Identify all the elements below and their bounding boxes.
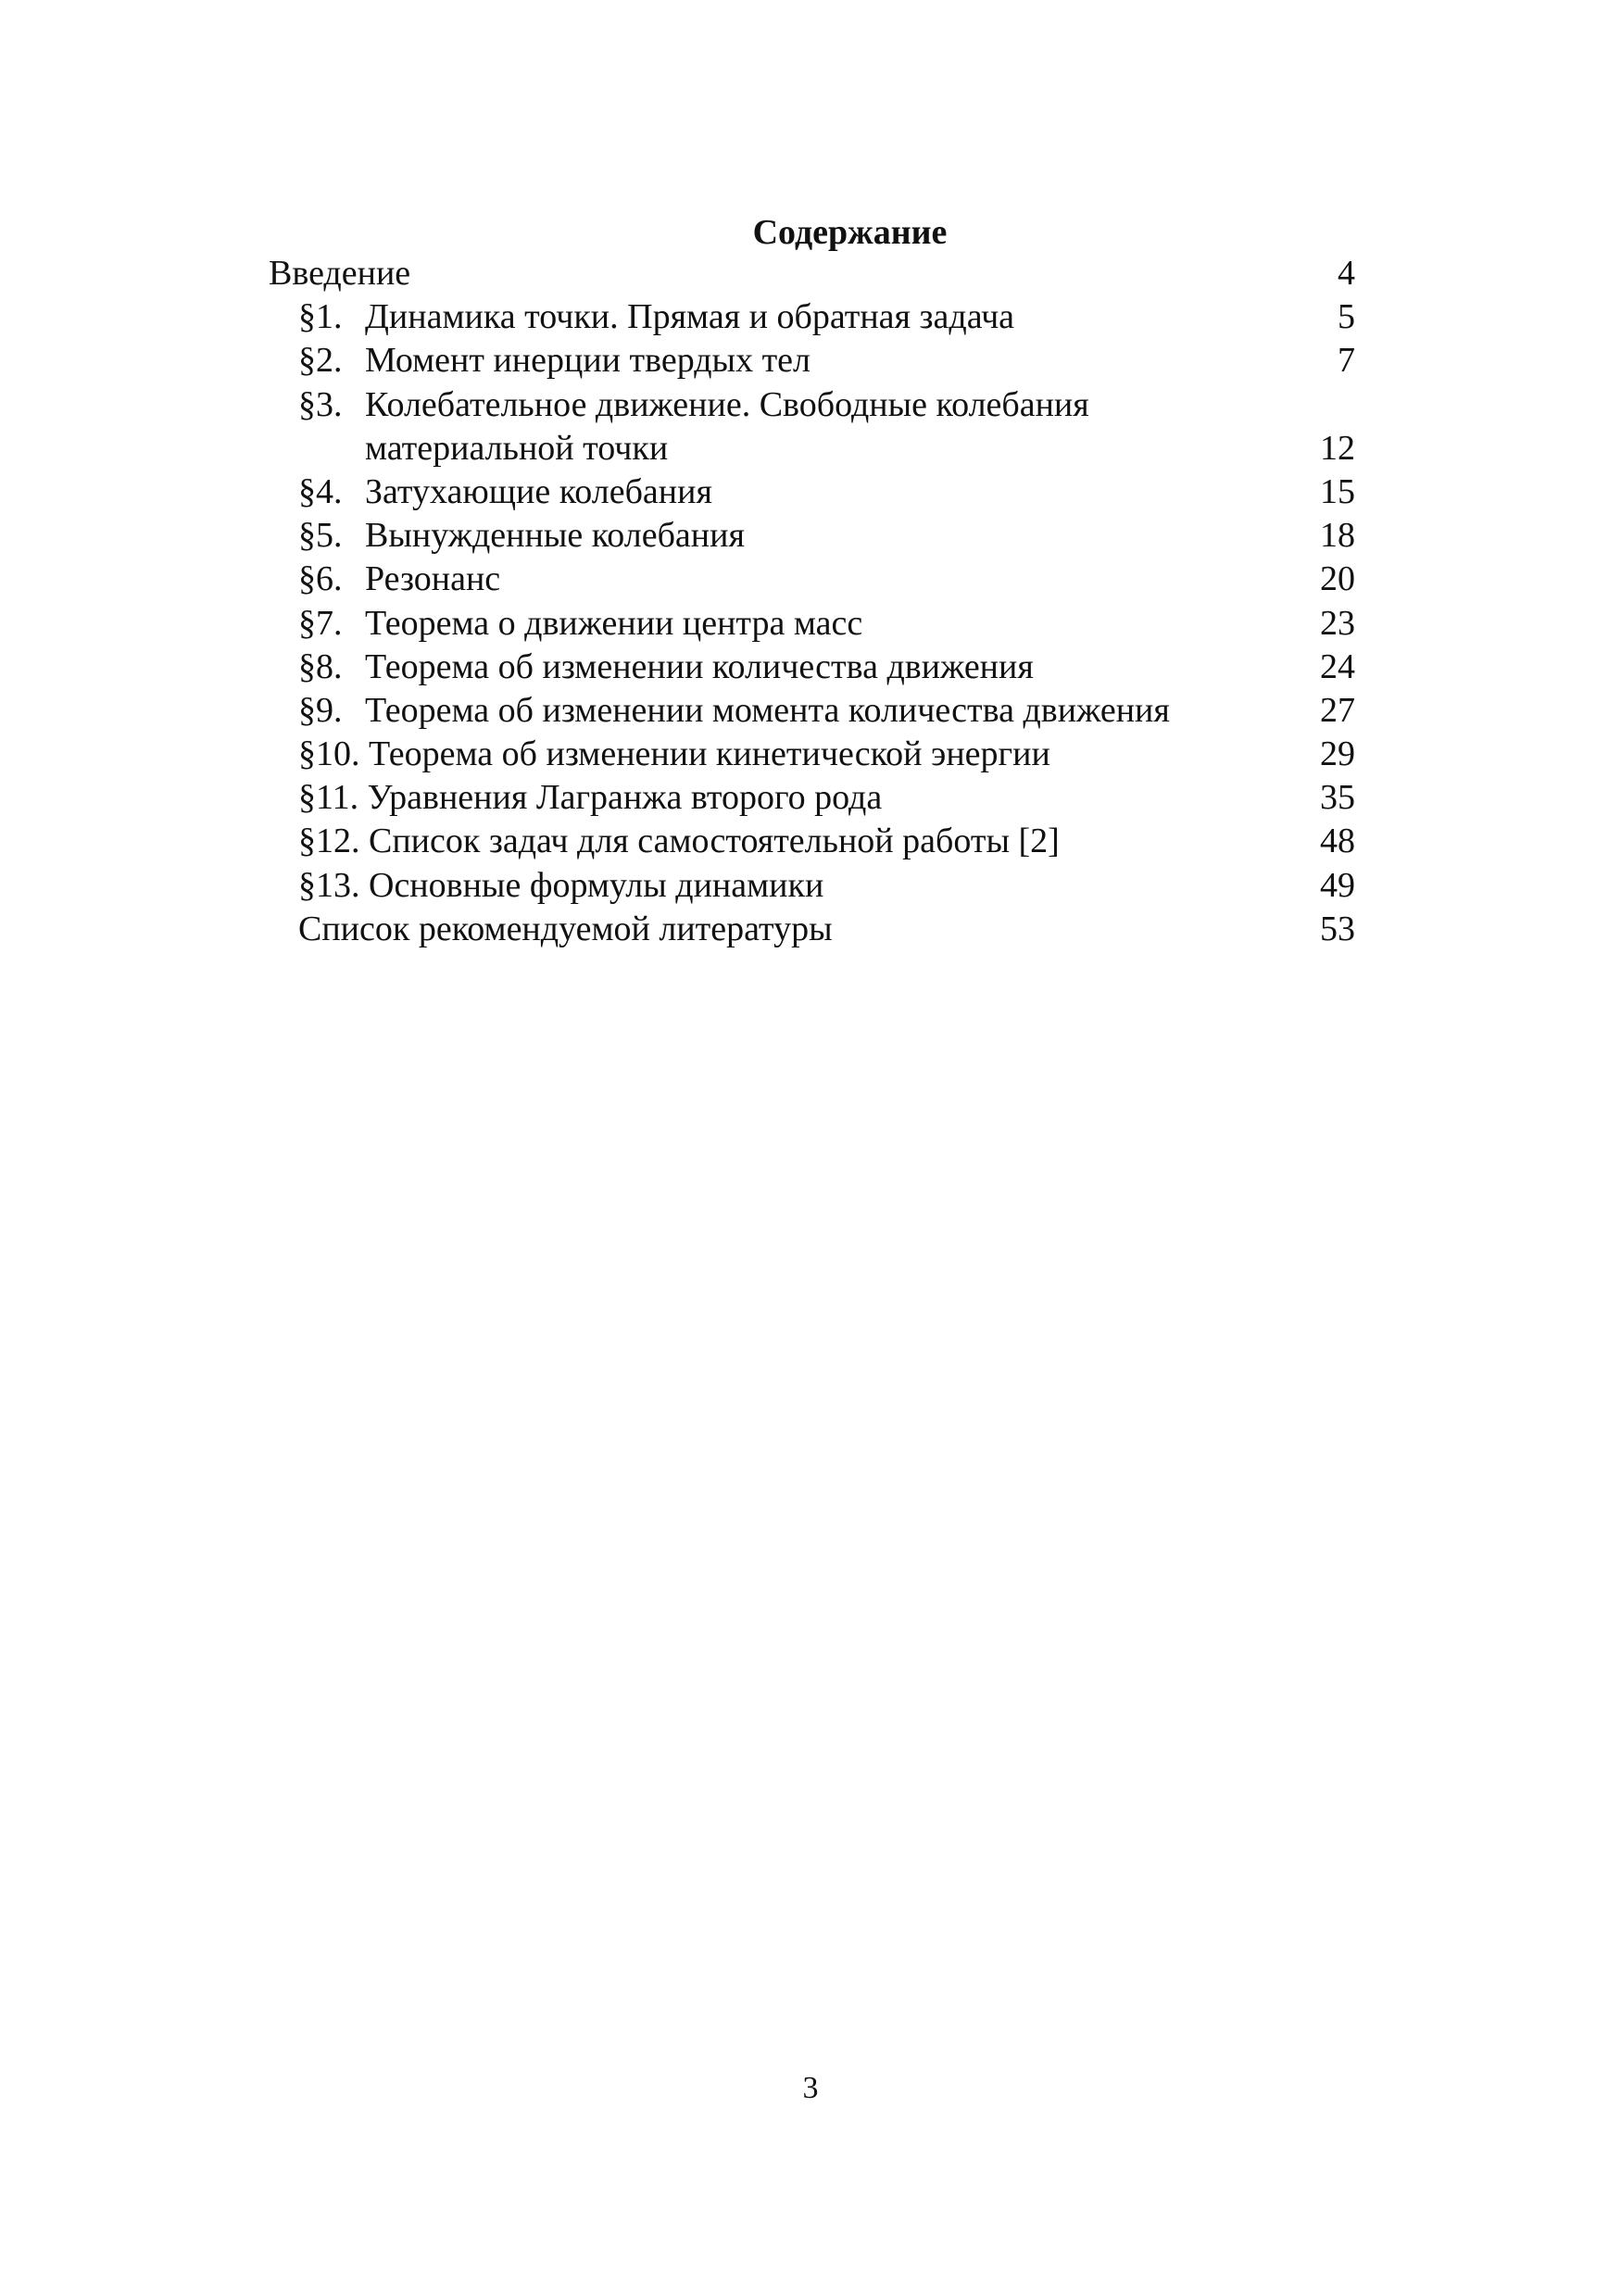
toc-entry-page: 5	[1338, 297, 1355, 337]
toc-entry-title: Введение	[269, 254, 411, 293]
toc-entry-section-13[interactable]	[0, 864, 1621, 908]
toc-entry-number: §6.	[298, 559, 343, 599]
toc-entry-title: §12. Список задач для самостоятельной работы [2]	[298, 822, 1060, 861]
toc-entry-title-line-1: Колебательное движение. Свободные колебания	[365, 384, 1089, 424]
toc-entry-page: 27	[1320, 690, 1355, 730]
toc-entry-page: 12	[1320, 428, 1355, 468]
toc-entry-title: Момент инерции твердых тел	[365, 341, 811, 381]
toc-entry-page: 48	[1320, 822, 1355, 861]
toc-entry-page: 23	[1320, 603, 1355, 643]
toc-entry-section-2[interactable]	[0, 339, 1621, 383]
table-of-contents	[0, 252, 1621, 951]
toc-entry-title: §13. Основные формулы динамики	[298, 865, 824, 905]
toc-entry-introduction[interactable]	[0, 252, 1621, 295]
toc-entry-number: §1.	[298, 297, 343, 337]
page-number: 3	[802, 2071, 819, 2105]
toc-entry-number: §9.	[298, 690, 343, 730]
toc-entry-number: §2.	[298, 341, 343, 381]
toc-entry-title: Резонанс	[365, 559, 501, 599]
toc-entry-section-6[interactable]	[0, 558, 1621, 601]
toc-entry-page: 53	[1320, 909, 1355, 948]
toc-entry-section-9[interactable]	[0, 689, 1621, 733]
toc-entry-page: 49	[1320, 865, 1355, 905]
toc-entry-number: §4.	[298, 471, 343, 511]
toc-entry-number: §5.	[298, 516, 343, 556]
toc-entry-section-10[interactable]	[0, 733, 1621, 776]
toc-entry-references[interactable]	[0, 908, 1621, 951]
toc-entry-page: 24	[1320, 646, 1355, 686]
toc-entry-title-line-2: материальной точки	[365, 428, 669, 468]
toc-title: Содержание	[752, 213, 948, 252]
toc-entry-title: Теорема об изменении количества движения	[365, 646, 1034, 686]
toc-entry-page: 18	[1320, 516, 1355, 556]
toc-entry-number: §7.	[298, 603, 343, 643]
toc-entry-number: §3.	[298, 384, 343, 424]
toc-entry-page: 7	[1338, 341, 1355, 381]
toc-entry-title	[365, 383, 1089, 470]
toc-entry-title: §10. Теорема об изменении кинетической энергии	[298, 734, 1050, 774]
toc-entry-page: 29	[1320, 734, 1355, 774]
toc-entry-page: 15	[1320, 471, 1355, 511]
toc-entry-number: §8.	[298, 646, 343, 686]
toc-entry-section-11[interactable]	[0, 776, 1621, 820]
toc-entry-title: Вынужденные колебания	[365, 516, 745, 556]
toc-entry-section-1[interactable]	[0, 295, 1621, 339]
toc-entry-title: Список рекомендуемой литературы	[298, 909, 833, 948]
toc-entry-title: Динамика точки. Прямая и обратная задача	[365, 297, 1015, 337]
toc-entry-title: Затухающие колебания	[365, 471, 712, 511]
toc-entry-section-8[interactable]	[0, 646, 1621, 689]
toc-entry-title: Теорема об изменении момента количества движения	[365, 690, 1170, 730]
toc-entry-section-7[interactable]	[0, 602, 1621, 646]
toc-entry-page: 20	[1320, 559, 1355, 599]
toc-entry-title: Теорема о движении центра масс	[365, 603, 863, 643]
toc-entry-section-5[interactable]	[0, 514, 1621, 558]
toc-entry-page: 4	[1338, 253, 1355, 293]
toc-entry-section-3[interactable]	[0, 383, 1621, 470]
toc-entry-section-12[interactable]	[0, 820, 1621, 863]
toc-entry-title: §11. Уравнения Лагранжа второго рода	[298, 778, 883, 818]
toc-entry-page: 35	[1320, 778, 1355, 818]
toc-entry-section-4[interactable]	[0, 470, 1621, 514]
